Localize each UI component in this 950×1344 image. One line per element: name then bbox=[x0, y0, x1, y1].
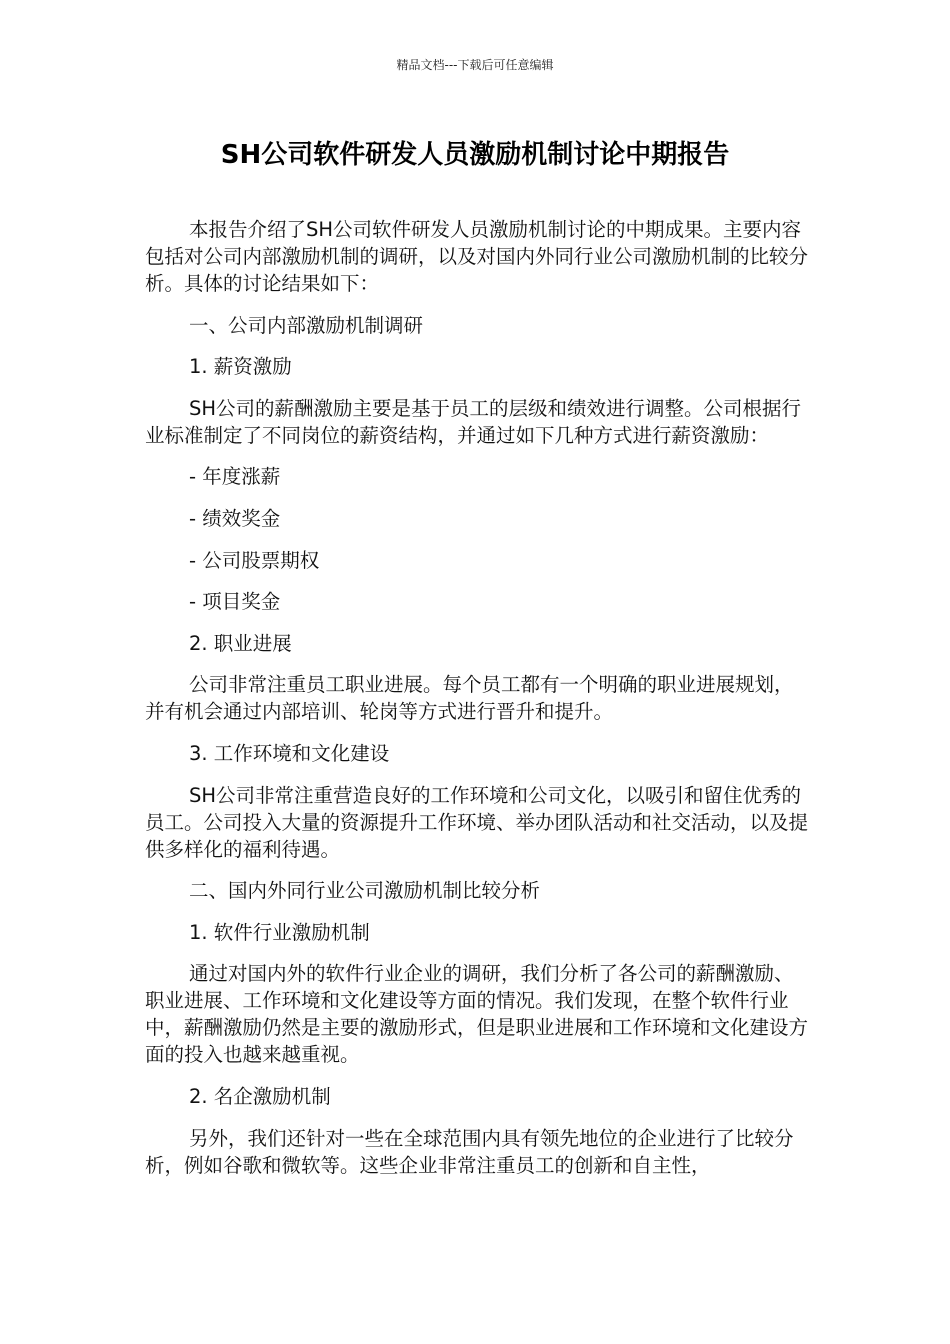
section-heading-internal-survey: 一、公司内部激励机制调研 bbox=[189, 313, 424, 337]
section-heading-comparison: 二、国内外同行业公司激励机制比较分析 bbox=[189, 879, 541, 903]
career-paragraph: 公司非常注重员工职业进展。每个员工都有一个明确的职业进展规划，并有机会通过内部培训、轮岗等方式进行晋升和提升。 bbox=[145, 673, 794, 724]
document-title: SH公司软件研发人员激励机制讨论中期报告 bbox=[220, 140, 730, 170]
document-body bbox=[145, 216, 810, 1179]
list-item: - 项目奖金 bbox=[189, 590, 281, 614]
culture-paragraph: SH公司非常注重营造良好的工作环境和公司文化，以吸引和留住优秀的员工。公司投入大量的资源提升工作环境、举办团队活动和社交活动，以及提供多样化的福利待遇。 bbox=[145, 783, 809, 861]
subsection-heading-salary: 1. 薪资激励 bbox=[189, 355, 292, 379]
subsection-heading-top-companies: 2. 名企激励机制 bbox=[189, 1084, 331, 1108]
header-note: 精品文档---下载后可任意编辑 bbox=[396, 58, 554, 72]
subsection-heading-industry: 1. 软件行业激励机制 bbox=[189, 920, 370, 944]
list-item: - 年度涨薪 bbox=[189, 465, 281, 489]
salary-paragraph: SH公司的薪酬激励主要是基于员工的层级和绩效进行调整。公司根据行业标准制定了不同岗位的薪资结构，并通过如下几种方式进行薪资激励： bbox=[145, 396, 802, 447]
subsection-heading-culture: 3. 工作环境和文化建设 bbox=[189, 741, 390, 765]
list-item: - 公司股票期权 bbox=[189, 548, 320, 572]
intro-paragraph: 本报告介绍了SH公司软件研发人员激励机制讨论的中期成果。主要内容包括对公司内部激励机制的调研，以及对国内外同行业公司激励机制的比较分析。具体的讨论结果如下： bbox=[145, 218, 809, 295]
top-companies-paragraph: 另外，我们还针对一些在全球范围内具有领先地位的企业进行了比较分析，例如谷歌和微软等。这些企业非常注重员工的创新和自主性， bbox=[145, 1126, 794, 1177]
subsection-heading-career: 2. 职业进展 bbox=[189, 631, 292, 655]
list-item: - 绩效奖金 bbox=[189, 506, 281, 530]
industry-paragraph: 通过对国内外的软件行业企业的调研，我们分析了各公司的薪酬激励、职业进展、工作环境和文化建设等方面的情况。我们发现，在整个软件行业中，薪酬激励仍然是主要的激励形式，但是职业进展和工作环境和文化建设方面的投入也越来越重视。 bbox=[145, 962, 809, 1067]
